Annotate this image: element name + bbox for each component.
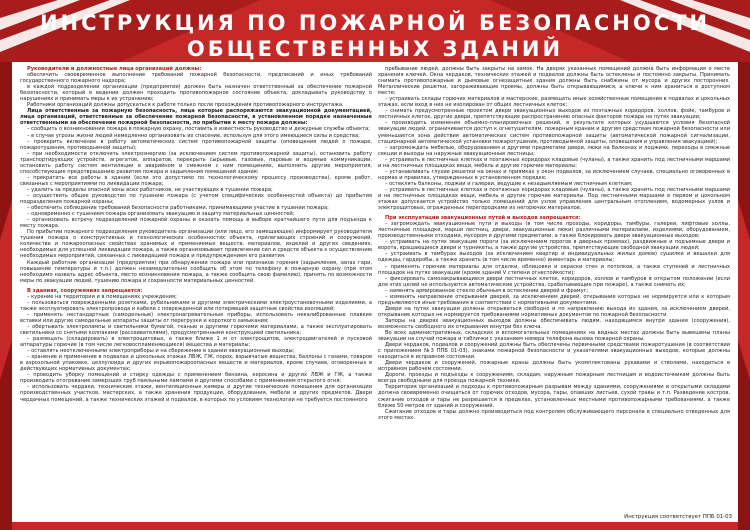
- paragraph: – одновременно с тушением пожара организовать эвакуацию и защиту материальных ценностей;: [27, 211, 295, 218]
- paragraph: Дороги, проезды и подъезды к сооружениям, складам, наружным пожарным лестницам и водоисточникам должны быть всегда свободными для проезда пожарной техники.: [378, 372, 730, 385]
- paragraph: – устраивать склады горючих материалов и мастерские, размещать иные хозяйственные помещения в подвалах и цокольных этажах, если вход в них не изолирован от общих лестничных клеток;: [378, 96, 730, 109]
- paragraph: Во всех административных, складских и вспомогательных помещениях на видных местах должны быть вывешены планы эвакуации на случай пожара и таблички с указанием номера телефона вызова пожарной охраны.: [378, 330, 730, 343]
- title-line-1: ИНСТРУКЦИЯ ПО ПОЖАРНОЙ БЕЗОПАСНОСТИ: [39, 11, 711, 35]
- content-panel: [12, 62, 738, 522]
- paragraph: – применять горючие материалы для отделки, облицовки и окраски стен и потолков, а также ступеней и лестничных площадок на путях эвакуации (кроме зданий V степени огнестойкости);: [378, 263, 730, 276]
- paragraph: в каждой подразделении организации (предприятии) должен быть назначен ответственный за обеспечение пожарной безопасности, который в ведении должен проходить противопожарное состояние объекта, докладывать руководству о нарушениях и принимать меры к их устранению;: [20, 84, 372, 103]
- paragraph: – хранение и применение в подвалах и цокольных этажах ЛВЖ, ГЖ, порох, взрывчатые вещества, баллоны с газами, товаров в аэрозольной упаковке, целлулоида и других взрывопожароопасных веществ и материалов, кроме случаев, оговоренных в действующих нормативных документах;: [20, 354, 372, 373]
- title-line-2: ОБЩЕСТВЕННЫХ ЗДАНИЙ: [186, 37, 564, 61]
- paragraph: – загромождать эвакуационные пути и выходы (в том числе проходы, коридоры, тамбуры, галереи, лифтовые холлы, лестничные площадки, марши лестниц, двери, эвакуационные люки) различными материалами, изделиями, оборудованием, производственными отходами, мусором и другими предметами, а также блокировать двери эвакуационных выходов;: [378, 221, 730, 240]
- footer-note: Инструкция соответствует ППБ 01-03: [624, 514, 732, 520]
- paragraph: – заменять армированное стекло обычным в остеклении дверей и фрамуг;: [385, 287, 589, 294]
- paragraph: – остеклять балконы, лоджии и галереи, ведущие к незадымляемым лестничным клеткам;: [385, 180, 633, 187]
- section-heading: При эксплуатации эвакуационных путей и выходов запрещается:: [385, 215, 581, 222]
- paragraph: Сжигание отходов и тары должно производиться под контролем обслуживающего персонала в специально отведенных для этого местах.: [378, 408, 730, 421]
- paragraph: Работники организаций должны допускаться к работе только после прохождения противопожарного инструктажа.: [27, 102, 344, 109]
- paragraph: – пользоваться поврежденными розетками, рубильниками и другими электрическими электроустановочными изделиями, а также эксплуатировать электропровода и кабели с поврежденной или потерявшей защитные свойства изоляцией;: [20, 299, 372, 312]
- paragraph: Двери чердаков, подвалов и сооружений должны быть обеспечены первичными средствами пожаротушения (в соответствии с приложением №3 ППБ 01-03), знаками пожарной безопасности и указателями эвакуационных выходов, которые должны находиться в исправном состоянии.: [378, 342, 730, 361]
- paragraph: – загромождать мебелью, оборудованием и другими предметами двери, люки на балконах и лоджиях, переходы в смежные секции и выходы на наружные эвакуационные лестницы;: [378, 144, 730, 157]
- paragraph: – при необходимости отключить электроэнергию (за исключением систем противопожарной защиты), остановить работу транспортирующих устройств, агрегатов, аппаратов, перекрыть сырьевые, газовые, паровые и водяные коммуникации, остановить работу систем вентиляции в аварийном и смежном с ним помещениях, выполнить другие мероприятия, способствующие предотвращению развития пожара и задымления помещений здания;: [20, 150, 372, 175]
- paragraph: По прибытии пожарного подразделения руководитель организации (или лицо, его замещающее) информирует руководителя тушения пожара о конструктивных и технологических особенностях объекта, прилегающих строений и сооружений, количестве и пожароопасных свойствах хранимых и применяемых веществ, материалов, изделий и других сведениях, необходимых для успешной ликвидации пожара, а также организовывает привлечение сил и средств объекта к осуществлению необходимых мероприятий, связанных с ликвидацией пожара и предупреждением его развития.: [20, 229, 372, 260]
- paragraph: Запоры на дверях эвакуационных выходов должны обеспечивать людям, находящимся внутри здания (сооружения), возможность свободного их открывания изнутри без ключа.: [378, 317, 730, 330]
- right-column: [378, 66, 730, 516]
- paragraph: – проводить уборку помещений и стирку одежды с применением бензина, керосина и других ЛВЖ и ГЖ, а также производить отогревание замерзших труб паяльными лампами и другими способами с применением открытого огня;: [20, 372, 372, 385]
- paragraph: Территория организаций и подходы к противопожарным разрывам между зданиями, сооружениями и открытыми складами должна своевременно очищаться от горючих отходов, мусора, тары, опавших листьев, сухой травы и т.п. Разведение костров, сжигание отходов и тары не разрешается в пределах, установленных местными противопожарными требованиями, а также ближе 50 метров от зданий и сооружений.: [378, 384, 730, 409]
- paragraph: – организовать встречу подразделений пожарной охраны и оказать помощь в выборе кратчайшего пути для подъезда к месту пожара.: [20, 217, 372, 230]
- paragraph: – обертывать электролампы и светильники бумагой, тканью и другими горючими материалами, а также эксплуатировать светильники со снятыми колпаками (рассеивателями), предусмотренными конструкцией светильника;: [20, 323, 372, 337]
- paragraph: – устанавливать глухие решетки на окнах и приямках у окон подвалов, за исключением случаев, специально оговоренных в нормах и правилах, утвержденных в установленном порядке;: [378, 168, 730, 181]
- paragraph: – использовать чердаки, технические этажи, вентиляционные камеры и другие технические помещения для организации производственных участков, мастерских, а также хранения продукции, оборудования, мебели и других предметов. Двери чердачных помещений, а также технических этажей и подвалов, в которых по условиям технологии не требуется постоянного: [20, 384, 372, 403]
- paragraph: – производить изменения объемно-планировочных решений, в результате которых ухудшаются условия безопасной эвакуации людей, ограничивается доступ к огнетушителям, пожарным кранам и другим средствам пожарной безопасности или уменьшается зона действия автоматических систем противопожарной защиты (автоматической пожарной сигнализации, стационарной автоматической установки пожаротушения, противодымной защиты, оповещения и управления эвакуацией);: [378, 120, 730, 145]
- paragraph: Двери чердаков и сооружений, пожарные краны должны быть укомплектованы рукавами и стволами, находиться в исправном рабочем состоянии.: [378, 360, 730, 373]
- paragraph: – обеспечить соблюдение требований безопасности работниками, принимающими участие в тушении пожара;: [27, 205, 329, 212]
- paragraph: Двери на путях эвакуации должны открываться свободно и по направлению выхода из здания, за исключением дверей, открывание которых не нормируется требованиями нормативных документов по пожарной безопасности.: [378, 305, 730, 318]
- paragraph: – проверить включение в работу автоматических систем противопожарной защиты (оповещения людей о пожаре, пожаротушения, противодымной защиты);: [20, 138, 372, 151]
- paragraph: – снимать предусмотренные проектом двери эвакуационных выходов из поэтажных коридоров, холлов, фойе, тамбуров и лестничных клеток, другие двери, препятствующие распространению опасных факторов пожара на путях эвакуации;: [378, 108, 730, 121]
- paragraph: – курение на территории и в помещениях учреждения;: [27, 293, 177, 300]
- paragraph: – размещать (складировать) в электрощитовых, а также ближе 1 м от электрощитов, электродвигателей и пусковой аппаратуры горючие (в том числе легковоспламеняющиеся) вещества и материалы;: [20, 336, 372, 349]
- paragraph: – устраивать в лестничных клетках и поэтажных коридорах кладовые (чуланы), а также хранить под лестничными маршами и на лестничных площадках вещи, мебель и другие горючие материалы. Под лестничными маршами в первом и цокольном этажах допускается устройство только помещений для узлов управления центральным отоплением, водомерных узлов и электрощитовых, огражденных перегородками из негорючих материалов.: [378, 186, 730, 212]
- paragraph: – удалить за пределы опасной зоны всех работников, не участвующих в тушении пожара;: [27, 186, 273, 193]
- bold-paragraph: Лица ответственные за пожарную безопасность, лица которые распоряжаются эвакуационной документацией, лица организаций, ответственные за обеспечение пожарной безопасности, в установленном порядке назначенные ответственными за обеспечение пожарной безопасности, по прибытии к месту пожара должны:: [20, 108, 372, 127]
- poster-title: [0, 10, 750, 62]
- paragraph: – устраивать в лестничных клетках и поэтажных коридорах кладовые (чуланы), а также хранить под лестничными маршами и на лестничных площадках вещи, мебель и другие горючие материалы;: [378, 156, 730, 169]
- paragraph: Каждый работник организации (предприятия) при обнаружении пожара или признаков горения (задымления, запах гари, повышение температуры и т.п.) должен незамедлительно сообщить об этом по телефону в пожарную охрану (при этом необходимо назвать адрес объекта, место возникновения пожара, а также сообщить свою фамилию), принять по возможности меры по эвакуации людей, тушению пожара и сохранности материальных ценностей.: [20, 259, 372, 284]
- paragraph: – применять нестандартные (самодельные) электронагревательные приборы, использовать некалиброванные плавкие вставки или другие самодельные аппараты защиты от перегрузки и короткого замыкания;: [20, 311, 372, 324]
- paragraph: – осуществить общее руководство по тушению пожара (с учетом специфических особенностей объекта) до прибытия подразделения пожарной охраны;: [20, 192, 372, 206]
- paragraph: – изменять направление открывания дверей, за исключением дверей, открывание которых не нормируется или к которым предъявляются иные требования в соответствии с нормативными документами.: [378, 293, 730, 306]
- paragraph: – устраивать в тамбурах выходов (за исключением квартир и индивидуальных жилых домов) сушилки и вешалки для одежды, гардеробы, а также хранить (в том числе временно) инвентарь и материалы;: [378, 251, 730, 264]
- paragraph: – в случае угрозы жизни людей немедленно организовать их спасение, используя для этого имеющиеся силы и средства;: [27, 132, 360, 139]
- section-heading: В зданиях, сооружениях запрещается:: [27, 287, 143, 294]
- paragraph: – прекратить все работы в здании (если это допустимо по технологическому процессу производства), кроме работ, связанных с мероприятиями по ликвидации пожара;: [20, 174, 372, 187]
- paragraph: – фиксировать самозакрывающиеся двери лестничных клеток, коридоров, холлов и тамбуров в открытом положении (если для этих целей не используются автоматические устройства, срабатывающие при пожаре), а также снимать их;: [378, 275, 730, 288]
- paragraph: – устраивать на путях эвакуации пороги (за исключением порогов в дверных проемах), раздвижные и подъемные двери и ворота, вращающиеся двери и турникеты, а также другие устройства, препятствующие свободной эвакуации людей;: [378, 239, 730, 252]
- paragraph: – оставлять неотключенными электроприборы и на сбережение в здании эвакуационные выходы;: [27, 348, 295, 355]
- section-heading: Руководители и должностные лица организаций должны:: [27, 66, 202, 72]
- paragraph: – сообщить о возникновении пожара в пожарную охрану, поставить в известность руководство и дежурные службы объекта;: [27, 126, 370, 133]
- paragraph: пребывание людей, должны быть закрыты на замок. На дверях указанных помещений должна быть информация о месте хранения ключей. Окна чердаков, технических этажей и подвалов должны быть остеклены и постоянно закрыты. Принимать снимать противопожарные и дымовые огнезащитные здания должны быть снабжены от мусора и других посторонних. Металлические решетки, загораживающие проемы, должны быть открывающимися, а ключи к ним храниться в доступном месте;: [378, 66, 730, 97]
- paragraph: обеспечить своевременное выполнение требований пожарной безопасности, предписаний и иных требований государственного пожарного надзора;: [20, 72, 372, 85]
- left-column: [20, 66, 372, 516]
